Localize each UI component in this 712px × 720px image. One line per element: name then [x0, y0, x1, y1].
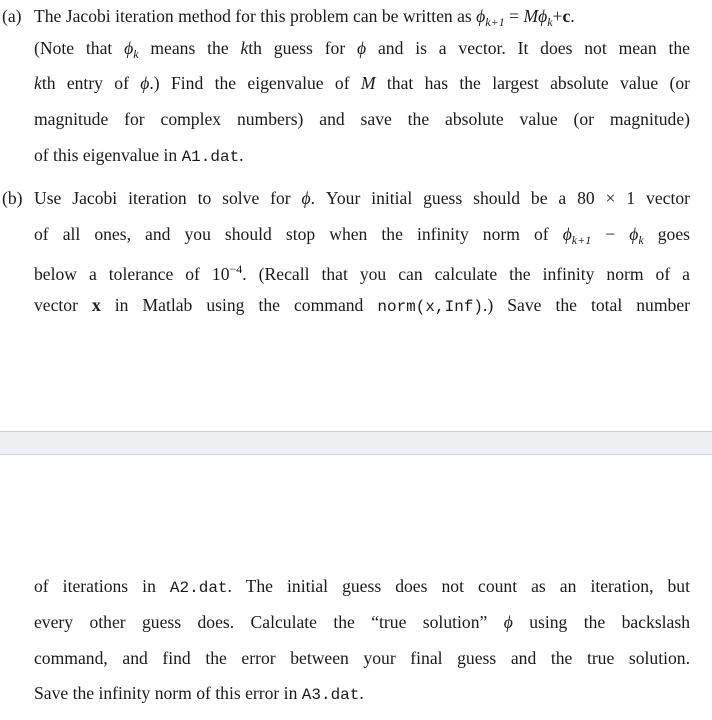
part-a-line-2: [0, 32, 712, 64]
phi-symbol: ϕ: [124, 38, 134, 58]
part-b-line-8: [0, 677, 712, 709]
matrix-m: M: [523, 6, 539, 26]
italic-k: k: [34, 73, 42, 93]
phi-symbol: ϕ: [503, 612, 513, 632]
text-fragment: . Your initial guess should be a 80 × 1 vector: [310, 188, 690, 208]
part-b-text-7: command, and find the error between your final guess and the true solution.: [34, 648, 690, 668]
part-b-text-4: [34, 289, 690, 323]
phi-symbol: ϕ: [140, 73, 150, 93]
text-fragment: vector: [34, 295, 92, 315]
matrix-m: M: [360, 73, 376, 93]
text-fragment: . The initial guess does not count as an iteration, but: [227, 576, 690, 596]
part-a-text-5: [34, 139, 244, 173]
phi-symbol: ϕ: [538, 6, 548, 26]
part-b-line-5: [0, 570, 712, 602]
text-fragment: The Jacobi iteration method for this problem can be written as: [34, 6, 477, 26]
exponent: −4: [229, 262, 243, 276]
text-fragment: means the: [138, 38, 241, 58]
part-a-text-4: magnitude for complex numbers) and save the absolute value (or magnitude): [34, 109, 690, 129]
matlab-command: norm(x,Inf): [377, 298, 483, 316]
subscript-k-plus-1: k+1: [485, 15, 505, 29]
text-fragment: using the backslash: [512, 612, 691, 632]
part-a-text-3: [34, 67, 690, 99]
equals-sign: =: [504, 6, 524, 26]
text-fragment: of all ones, and you should stop when the infinity norm of: [34, 224, 563, 244]
part-a-line-3: [0, 67, 712, 99]
part-a-line-1: [0, 0, 712, 32]
text-fragment: of iterations in: [34, 576, 170, 596]
text-fragment: Use Jacobi iteration to solve for: [34, 188, 302, 208]
text-fragment: and is a vector. It does not mean the: [366, 38, 690, 58]
part-b-line-1: [0, 182, 712, 214]
part-a-line-4: [0, 103, 712, 135]
filename-a1: A1.dat: [181, 148, 240, 166]
page-separator: [0, 431, 712, 455]
text-fragment: th guess for: [248, 38, 358, 58]
italic-k: k: [240, 38, 249, 58]
text-fragment: every other guess does. Calculate the “true solution”: [34, 612, 504, 632]
text-fragment: .) Save the total number: [483, 295, 691, 315]
text-fragment: goes: [643, 224, 690, 244]
part-b-line-3: [0, 253, 712, 285]
part-b-text-3: [34, 253, 690, 290]
phi-symbol: ϕ: [562, 224, 572, 244]
part-b-text-6: [34, 606, 690, 638]
part-b-text-2: [34, 218, 690, 256]
text-fragment: .) Find the eigenvalue of: [149, 73, 361, 93]
part-b-text-1: [34, 182, 690, 214]
text-fragment: of this eigenvalue in: [34, 145, 182, 165]
part-b-text-8: [34, 677, 364, 711]
text-fragment: .: [570, 6, 575, 26]
text-fragment: .: [239, 145, 244, 165]
part-a-text-2: [34, 32, 690, 70]
vector-x: x: [91, 295, 101, 315]
part-b-line-6: [0, 606, 712, 638]
subscript-k-plus-1: k+1: [571, 233, 592, 247]
text-fragment: Save the infinity norm of this error in: [34, 683, 302, 703]
subscript-k: k: [133, 47, 139, 61]
phi-symbol: ϕ: [301, 188, 311, 208]
part-a-label: (a): [2, 6, 22, 26]
part-a-line-5: [0, 139, 712, 171]
minus-sign: −: [591, 224, 630, 244]
subscript-k: k: [638, 233, 644, 247]
part-b-label: (b): [2, 188, 23, 208]
filename-a3: A3.dat: [301, 686, 360, 704]
part-b-line-4: [0, 289, 712, 321]
subscript-k: k: [547, 15, 553, 29]
plus-sign: +: [552, 6, 563, 26]
phi-symbol: ϕ: [357, 38, 367, 58]
part-b-line-7: [0, 642, 712, 674]
text-fragment: th entry of: [41, 73, 141, 93]
part-b-text-5: [34, 570, 690, 604]
text-fragment: in Matlab using the command: [100, 295, 378, 315]
text-fragment: that has the largest absolute value (or: [375, 73, 690, 93]
text-fragment: .: [359, 683, 364, 703]
filename-a2: A2.dat: [169, 579, 228, 597]
text-fragment: below a tolerance of 10: [34, 264, 230, 284]
text-fragment: (Note that: [34, 38, 125, 58]
phi-symbol: ϕ: [476, 6, 486, 26]
text-fragment: . (Recall that you can calculate the infinity norm of a: [242, 264, 690, 284]
phi-symbol: ϕ: [629, 224, 639, 244]
part-b-line-2: [0, 218, 712, 250]
vector-c: c: [562, 6, 571, 26]
